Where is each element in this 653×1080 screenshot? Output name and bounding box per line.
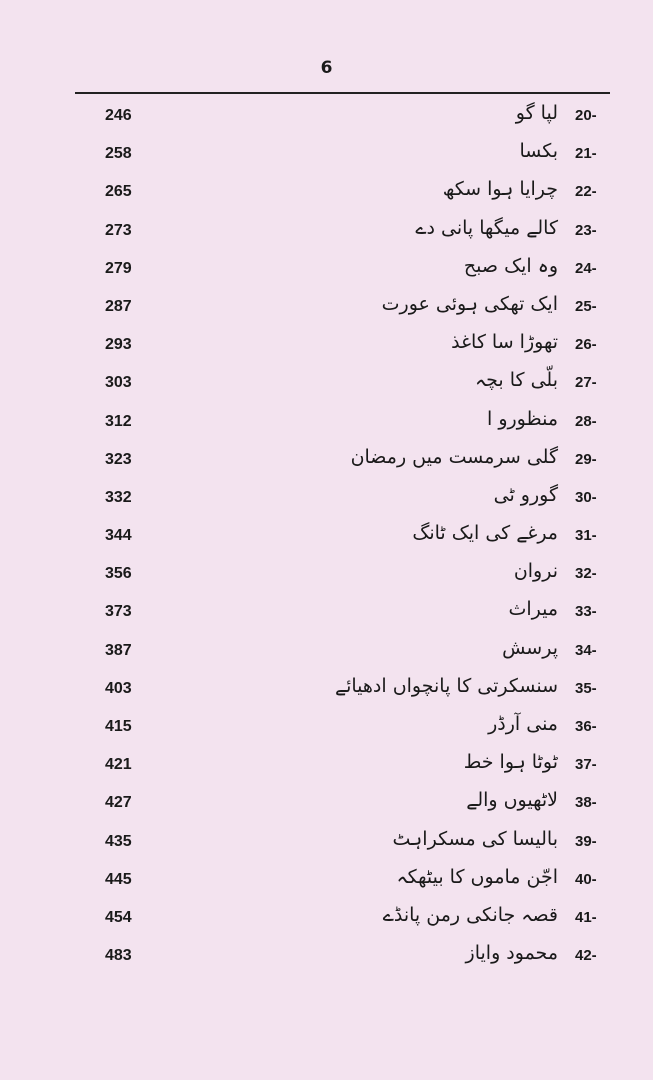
toc-entry <box>0 824 653 862</box>
toc-number: 33- <box>575 603 597 621</box>
toc-entry <box>0 556 653 594</box>
toc-page: 293 <box>105 336 132 354</box>
toc-number: 21- <box>575 145 597 163</box>
toc-title: منی آرڈر <box>488 713 558 735</box>
toc-entry <box>0 862 653 900</box>
table-of-contents <box>0 98 653 976</box>
toc-number: 35- <box>575 679 597 697</box>
toc-page: 373 <box>105 603 132 621</box>
toc-number: 25- <box>575 297 597 315</box>
toc-page: 303 <box>105 374 132 392</box>
toc-page: 273 <box>105 221 132 239</box>
toc-number: 38- <box>575 794 597 812</box>
toc-entry <box>0 671 653 709</box>
page-number: 6 <box>320 58 333 78</box>
toc-page: 454 <box>105 908 132 926</box>
toc-title: محمود وایاز <box>465 942 558 965</box>
toc-number: 37- <box>575 756 597 774</box>
toc-entry <box>0 251 653 289</box>
toc-entry <box>0 136 653 174</box>
toc-title: بالیسا کی مسکراہٹ <box>392 827 558 850</box>
toc-page: 287 <box>105 297 132 315</box>
toc-number: 32- <box>575 565 597 583</box>
toc-page: 435 <box>105 832 132 850</box>
toc-page: 356 <box>105 565 132 583</box>
toc-number: 40- <box>575 870 597 888</box>
toc-entry <box>0 174 653 212</box>
toc-number: 27- <box>575 374 597 392</box>
header-divider <box>75 92 610 94</box>
toc-title: منظورو ا <box>487 407 558 430</box>
toc-page: 323 <box>105 450 132 468</box>
toc-entry <box>0 938 653 976</box>
toc-title: بکسا <box>519 140 558 163</box>
toc-number: 34- <box>575 641 597 659</box>
toc-number: 36- <box>575 718 597 735</box>
toc-page: 483 <box>105 947 132 965</box>
toc-title: سنسکرتی کا پانچواں ادھیائے <box>334 674 558 697</box>
toc-entry <box>0 327 653 365</box>
toc-entry <box>0 747 653 785</box>
toc-number: 28- <box>575 412 597 430</box>
toc-page: 312 <box>105 412 132 430</box>
toc-entry <box>0 633 653 671</box>
toc-title: لاٹھیوں والے <box>466 789 558 812</box>
toc-page: 258 <box>105 145 132 163</box>
toc-title: ایک تھکی ہوئی عورت <box>381 292 558 315</box>
toc-title: وہ ایک صبح <box>463 254 558 277</box>
toc-page: 445 <box>105 870 132 888</box>
toc-page: 265 <box>105 183 132 201</box>
toc-entry <box>0 709 653 747</box>
toc-entry <box>0 480 653 518</box>
toc-entry <box>0 518 653 556</box>
toc-title: گورو ٹی <box>493 483 558 506</box>
toc-number: 41- <box>575 908 597 926</box>
toc-entry <box>0 785 653 823</box>
toc-number: 24- <box>575 259 597 277</box>
toc-page: 387 <box>105 641 132 659</box>
toc-title: مرغے کی ایک ٹانگ <box>412 522 558 545</box>
toc-page: 421 <box>105 756 132 774</box>
toc-title: پرسش <box>502 636 558 659</box>
toc-title: میراث <box>508 598 558 621</box>
toc-number: 39- <box>575 832 597 850</box>
toc-number: 29- <box>575 450 597 468</box>
toc-entry <box>0 289 653 327</box>
toc-title: گلی سرمست میں رمضان <box>350 445 558 468</box>
toc-entry <box>0 365 653 403</box>
toc-number: 23- <box>575 221 597 239</box>
toc-entry <box>0 98 653 136</box>
toc-number: 22- <box>575 183 597 201</box>
toc-page: 403 <box>105 679 132 697</box>
toc-page: 344 <box>105 527 132 545</box>
toc-page: 332 <box>105 488 132 506</box>
toc-entry <box>0 442 653 480</box>
toc-title: قصہ جانکی رمن پانڈے <box>382 903 558 926</box>
toc-page: 427 <box>105 794 132 812</box>
toc-title: نروان <box>513 560 558 583</box>
toc-number: 20- <box>575 107 597 124</box>
toc-page: 279 <box>105 259 132 277</box>
toc-title: اجّن ماموں کا بیٹھکہ <box>396 865 558 888</box>
toc-number: 42- <box>575 947 597 965</box>
toc-page: 246 <box>105 107 132 124</box>
toc-entry <box>0 213 653 251</box>
toc-entry <box>0 404 653 442</box>
toc-title: لپا گو <box>515 102 558 124</box>
toc-entry <box>0 900 653 938</box>
toc-page: 415 <box>105 718 132 735</box>
toc-title: تھوڑا سا کاغذ <box>451 331 558 354</box>
toc-title: چرایا ہوا سکھ <box>442 178 558 201</box>
toc-title: ٹوٹا ہوا خط <box>463 751 558 774</box>
toc-number: 26- <box>575 336 597 354</box>
toc-number: 30- <box>575 488 597 506</box>
toc-entry <box>0 594 653 632</box>
toc-title: بلّی کا بچہ <box>474 369 558 392</box>
toc-number: 31- <box>575 527 597 545</box>
toc-title: کالے میگھا پانی دے <box>415 216 558 239</box>
